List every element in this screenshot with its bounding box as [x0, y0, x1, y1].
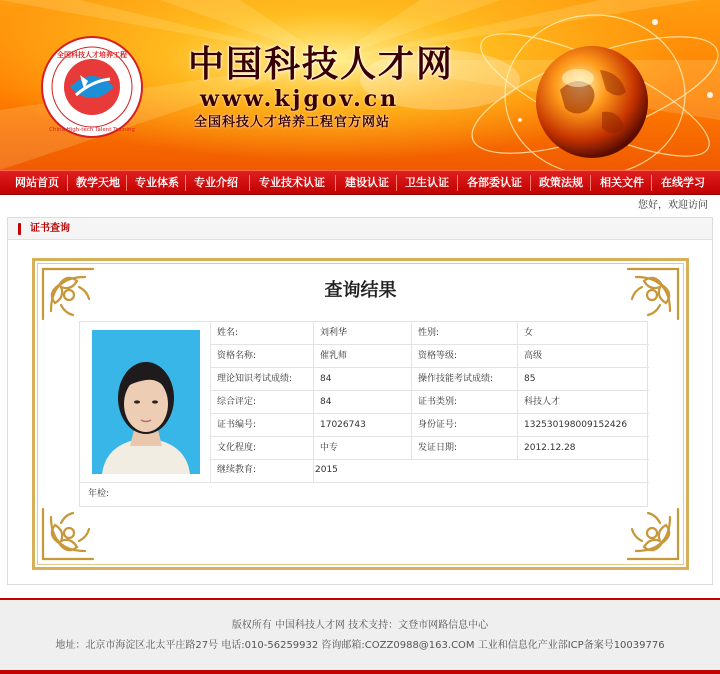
table-divider	[210, 413, 649, 414]
site-logo[interactable]	[40, 35, 144, 139]
table-divider	[210, 344, 649, 345]
nav-separator	[126, 175, 127, 191]
footer-bottom-bar	[0, 670, 720, 674]
certificate-info-table	[79, 321, 648, 507]
ornament-corner-icon	[39, 505, 97, 563]
field-value: 科技人才	[524, 397, 561, 407]
field-value: 高级	[524, 351, 543, 361]
field-value: 85	[524, 374, 536, 384]
table-divider	[210, 390, 649, 391]
section-marker	[18, 223, 21, 235]
field-label: 资格名称:	[217, 351, 257, 361]
continuing-education-value: 2015	[315, 465, 338, 475]
field-label: 身份证号:	[418, 420, 458, 430]
table-divider	[313, 322, 314, 482]
nav-item-construction-cert[interactable]: 建设认证	[345, 176, 389, 189]
field-value: 2012.12.28	[524, 443, 576, 453]
field-label: 资格等级:	[418, 351, 458, 361]
field-label: 证书编号:	[217, 420, 257, 430]
nav-item-policy[interactable]: 政策法规	[539, 176, 583, 189]
field-label: 理论知识考试成绩:	[217, 374, 293, 384]
field-value: 132530198009152426	[524, 420, 628, 430]
welcome-text: 您好，欢迎访问	[638, 200, 708, 211]
table-divider	[210, 322, 211, 482]
field-value: 女	[524, 328, 534, 338]
ornament-corner-icon	[624, 505, 682, 563]
nav-separator	[185, 175, 186, 191]
result-title: 查询结果	[324, 280, 397, 301]
table-divider	[411, 322, 412, 459]
site-title: 中国科技人才网	[188, 43, 455, 85]
table-divider	[80, 482, 649, 483]
field-label: 性别:	[418, 328, 440, 338]
nav-separator	[249, 175, 250, 191]
nav-item-home[interactable]: 网站首页	[15, 176, 59, 189]
svg-text:China High-tech Talent Trainin: China High-tech Talent Training	[49, 127, 135, 133]
nav-item-ministry-cert[interactable]: 各部委认证	[467, 176, 522, 189]
nav-item-intro[interactable]: 专业介绍	[194, 176, 238, 189]
field-label: 姓名:	[217, 328, 239, 338]
field-value: 84	[320, 397, 332, 407]
section-header	[8, 218, 712, 240]
annual-inspection-label: 年检:	[88, 489, 110, 499]
nav-separator	[530, 175, 531, 191]
field-value: 17026743	[320, 420, 366, 430]
nav-item-documents[interactable]: 相关文件	[600, 176, 644, 189]
holder-photo	[92, 330, 200, 474]
nav-item-tech-cert[interactable]: 专业技术认证	[259, 176, 325, 189]
field-label: 证书类别:	[418, 397, 458, 407]
svg-text:全国科技人才培养工程: 全国科技人才培养工程	[57, 51, 127, 59]
portrait-image	[92, 330, 200, 474]
continuing-education-label: 继续教育:	[217, 465, 257, 475]
table-divider	[210, 367, 649, 368]
nav-separator	[457, 175, 458, 191]
nav-item-online-learning[interactable]: 在线学习	[661, 176, 705, 189]
field-value: 84	[320, 374, 332, 384]
table-divider	[210, 436, 649, 437]
footer-contact: 地址：北京市海淀区北太平庄路27号 电话:010-56259932 咨询邮箱:COZZ0988@163.COM 工业和信息化产业部ICP备案号10039776	[55, 640, 665, 651]
main-nav	[0, 170, 720, 195]
site-banner	[0, 0, 720, 170]
nav-separator	[335, 175, 336, 191]
field-value: 催乳师	[320, 351, 348, 361]
content-panel	[7, 217, 713, 585]
field-value: 刘利华	[320, 328, 348, 338]
site-footer	[0, 598, 720, 674]
nav-separator	[396, 175, 397, 191]
field-label: 操作技能考试成绩:	[418, 374, 494, 384]
table-divider	[517, 322, 518, 459]
field-label: 发证日期:	[418, 443, 458, 453]
globe-graphic	[530, 40, 655, 165]
certificate-frame	[32, 258, 689, 570]
nav-item-system[interactable]: 专业体系	[135, 176, 179, 189]
nav-separator	[651, 175, 652, 191]
site-url: www.kjgov.cn	[200, 86, 400, 112]
field-label: 文化程度:	[217, 443, 257, 453]
site-slogan: 全国科技人才培养工程官方网站	[194, 115, 391, 130]
footer-copyright: 版权所有 中国科技人才网 技术支持：文登市网路信息中心	[231, 620, 489, 631]
field-label: 综合评定:	[217, 397, 257, 407]
section-title: 证书查询	[30, 223, 70, 234]
nav-item-health-cert[interactable]: 卫生认证	[405, 176, 449, 189]
field-value: 中专	[320, 443, 339, 453]
table-divider	[210, 459, 649, 460]
nav-separator	[67, 175, 68, 191]
nav-item-teaching[interactable]: 教学天地	[76, 176, 120, 189]
nav-separator	[590, 175, 591, 191]
